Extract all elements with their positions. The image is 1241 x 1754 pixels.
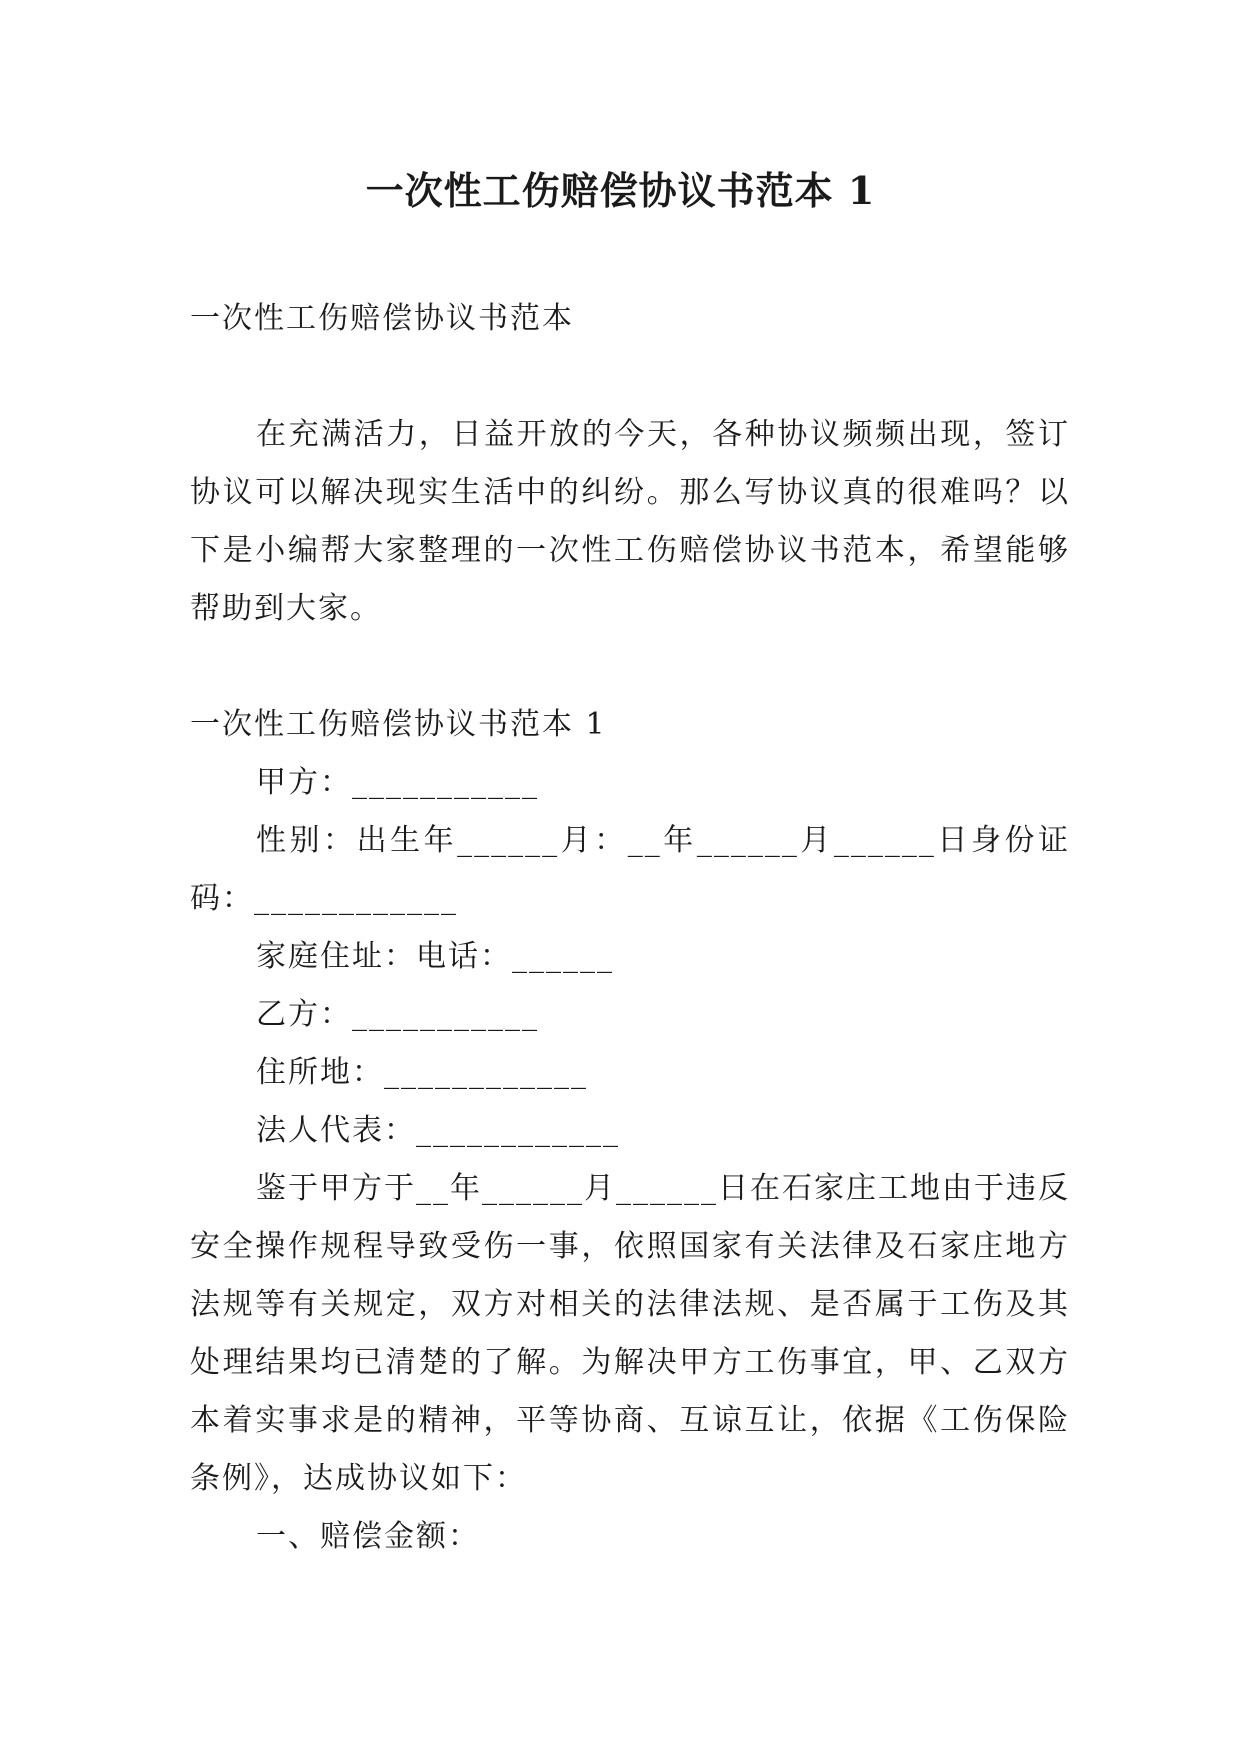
document-body [190, 290, 1070, 1566]
agreement-paragraph: 鉴于甲方于__年______月______日在石家庄工地由于违反安全操作规程导致受伤一事，依照国家有关法律及石家庄地方法规等有关规定，双方对相关的法律法规、是否属于工伤及其处理结果均已清楚的了解。为解决甲方工伤事宜，甲、乙双方本着实事求是的精神，平等协商、互谅互让，依据《工伤保险条例》，达成协议如下： [190, 1171, 1070, 1496]
document-subtitle: 一次性工伤赔偿协议书范本 [190, 301, 574, 336]
party-a-line: 甲方：___________ [256, 765, 539, 800]
residence-line: 住所地：____________ [256, 1055, 588, 1090]
gender-birth-id-line: 性别：出生年______月：__年______月______日身份证码：____________ [190, 823, 1070, 916]
party-b-line: 乙方：___________ [256, 997, 539, 1032]
section-heading: 一次性工伤赔偿协议书范本 1 [190, 707, 607, 742]
address-phone-line: 家庭住址：电话：______ [256, 939, 614, 974]
document-title: 一次性工伤赔偿协议书范本 1 [365, 168, 876, 213]
legal-representative-line: 法人代表：____________ [256, 1113, 620, 1148]
intro-paragraph: 在充满活力，日益开放的今天，各种协议频频出现，签订协议可以解决现实生活中的纠纷。那么写协议真的很难吗？以下是小编帮大家整理的一次性工伤赔偿协议书范本，希望能够帮助到大家。 [190, 417, 1070, 626]
compensation-amount-heading: 一、赔偿金额： [256, 1519, 480, 1554]
